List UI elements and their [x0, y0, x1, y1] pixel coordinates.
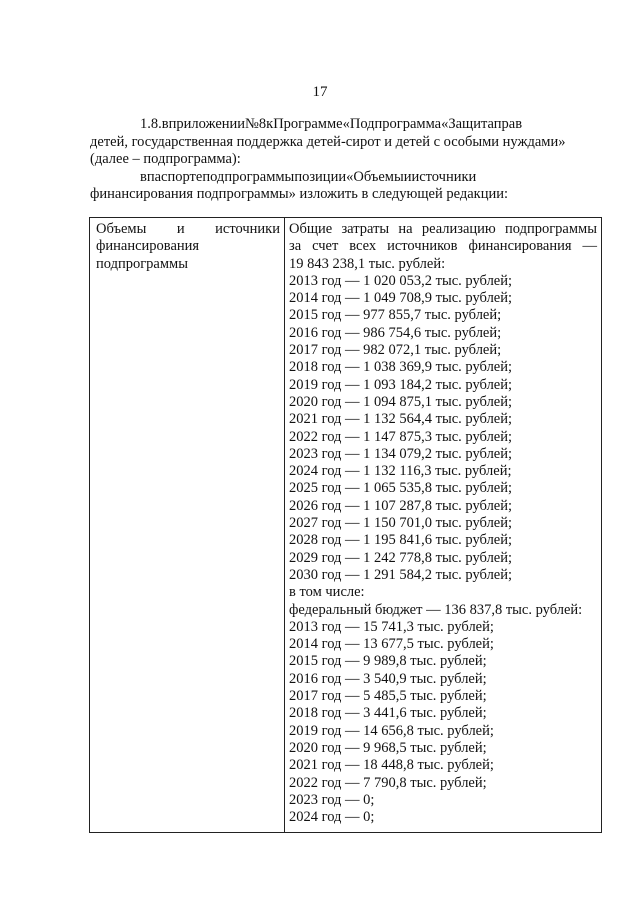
intro-line-5: финансирования подпрограммы» изложить в следующей редакции:: [90, 186, 509, 202]
total-year-row: 2022 год — 1 147 875,3 тыс. рублей;: [289, 428, 513, 445]
total-year-row: 2030 год — 1 291 584,2 тыс. рублей;: [289, 566, 513, 583]
total-year-row: 2019 год — 1 093 184,2 тыс. рублей;: [289, 376, 513, 393]
total-year-row: 2021 год — 1 132 564,4 тыс. рублей;: [289, 411, 513, 428]
intro-word: и: [403, 168, 412, 185]
column-divider: [284, 218, 285, 832]
intro-word: в: [161, 116, 169, 132]
total-year-row: 2024 год — 1 132 116,3 тыс. рублей;: [289, 463, 512, 480]
header-word: —: [582, 238, 597, 255]
passport-table: [89, 217, 602, 833]
total-year-row: 2018 год — 1 038 369,9 тыс. рублей;: [289, 359, 513, 376]
header-line-2: [289, 238, 597, 255]
header-word: реализацию: [421, 221, 496, 237]
intro-line-4: [90, 169, 602, 187]
total-year-row: 2014 год — 1 049 708,9 тыс. рублей;: [289, 290, 513, 307]
header-word: финансирования: [468, 238, 572, 255]
federal-year-row: 2017 год — 5 485,5 тыс. рублей;: [289, 688, 487, 705]
including-label: в том числе:: [289, 584, 365, 601]
intro-word: подпрограммы: [202, 168, 295, 185]
header-word: Общие: [289, 221, 333, 237]
header-word: подпрограммы: [505, 221, 597, 237]
federal-year-row: 2020 год — 9 968,5 тыс. рублей;: [289, 739, 487, 756]
intro-word: приложении: [168, 116, 246, 132]
federal-year-row: 2023 год — 0;: [289, 791, 375, 808]
intro-word: №: [245, 116, 259, 132]
left-cell-word: источники: [215, 221, 280, 237]
intro-word: Программе: [273, 116, 343, 132]
header-line-3: 19 843 238,1 тыс. рублей:: [289, 255, 446, 272]
federal-year-row: 2015 год — 9 989,8 тыс. рублей;: [289, 653, 487, 670]
intro-line-3: (далее – подпрограмма):: [90, 151, 241, 167]
intro-line-2: детей, государственная поддержка детей-сирот и детей с особыми нуждами»: [90, 133, 566, 150]
intro-word: 1.8.: [140, 116, 162, 132]
total-year-row: 2025 год — 1 065 535,8 тыс. рублей;: [289, 480, 513, 497]
intro-paragraph: [90, 116, 602, 204]
total-year-row: 2020 год — 1 094 875,1 тыс. рублей;: [289, 393, 513, 410]
left-cell-line-1: [96, 221, 280, 238]
header-word: за: [289, 238, 302, 255]
page-number: 17: [312, 84, 328, 100]
total-year-row: 2028 год — 1 195 841,6 тыс. рублей;: [289, 532, 513, 549]
intro-word: прав: [493, 116, 523, 132]
intro-word: источники: [411, 168, 477, 185]
total-year-row: 2016 год — 986 754,6 тыс. рублей;: [289, 324, 502, 341]
federal-year-row: 2019 год — 14 656,8 тыс. рублей;: [289, 722, 494, 739]
intro-word: 8: [258, 116, 267, 132]
total-years-list: [289, 273, 597, 584]
left-cell-line-2: финансирования: [96, 238, 200, 255]
intro-word: «Защита: [441, 116, 494, 132]
total-year-row: 2023 год — 1 134 079,2 тыс. рублей;: [289, 445, 513, 462]
intro-word: в: [140, 168, 147, 185]
total-year-row: 2015 год — 977 855,7 тыс. рублей;: [289, 307, 502, 324]
federal-years-list: [289, 619, 597, 827]
header-line-1: [289, 221, 597, 238]
intro-word: позиции: [294, 168, 347, 185]
header-word: источников: [387, 238, 458, 255]
header-word: на: [398, 221, 413, 237]
total-year-row: 2013 год — 1 020 053,2 тыс. рублей;: [289, 272, 513, 289]
total-year-row: 2026 год — 1 107 287,8 тыс. рублей;: [289, 497, 513, 514]
intro-word: «Подпрограмма: [342, 116, 442, 132]
total-year-row: 2017 год — 982 072,1 тыс. рублей;: [289, 342, 502, 359]
left-cell-word: и: [176, 221, 185, 237]
total-year-row: 2029 год — 1 242 778,8 тыс. рублей;: [289, 549, 513, 566]
total-year-row: 2027 год — 1 150 701,0 тыс. рублей;: [289, 515, 513, 532]
header-word: счет: [312, 238, 339, 255]
federal-year-row: 2018 год — 3 441,6 тыс. рублей;: [289, 705, 487, 722]
intro-word: паспорте: [146, 168, 203, 185]
table-right-cell: [289, 221, 597, 826]
federal-year-row: 2021 год — 18 448,8 тыс. рублей;: [289, 757, 494, 774]
intro-word: к: [266, 116, 274, 132]
federal-year-row: 2016 год — 3 540,9 тыс. рублей;: [289, 670, 487, 687]
header-word: затраты: [341, 221, 390, 237]
left-cell-line-3: подпрограммы: [96, 255, 188, 272]
intro-line-1: [90, 116, 602, 134]
header-word: всех: [349, 238, 377, 255]
federal-year-row: 2014 год — 13 677,5 тыс. рублей;: [289, 636, 494, 653]
federal-year-row: 2024 год — 0;: [289, 809, 375, 826]
left-cell-word: Объемы: [96, 221, 147, 237]
federal-year-row: 2022 год — 7 790,8 тыс. рублей;: [289, 774, 487, 791]
intro-word: «Объемы: [346, 168, 404, 185]
federal-total: федеральный бюджет — 136 837,8 тыс. рублей:: [289, 601, 583, 618]
federal-year-row: 2013 год — 15 741,3 тыс. рублей;: [289, 618, 494, 635]
table-left-cell: [96, 221, 280, 273]
